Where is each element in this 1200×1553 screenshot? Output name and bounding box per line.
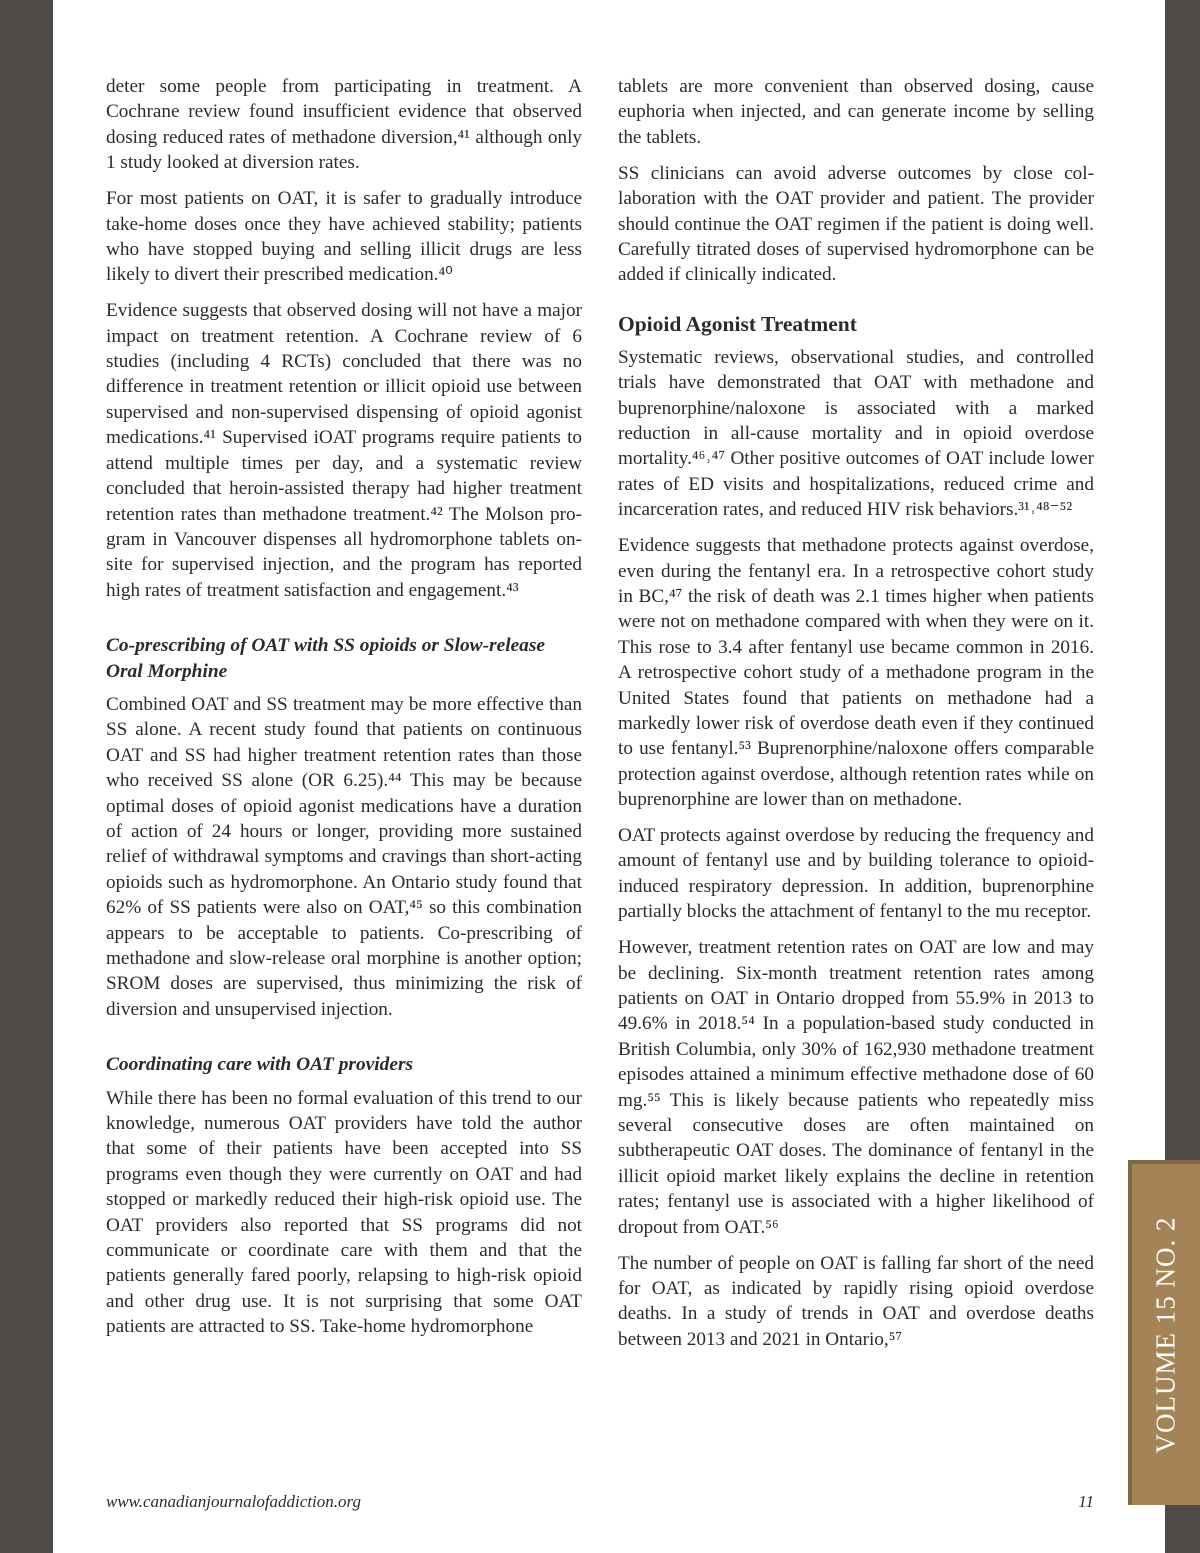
right-column	[618, 74, 1094, 1363]
volume-tab	[1128, 1160, 1200, 1505]
paragraph: Systematic reviews, observational studies, and controlled trials have demonstrated that OAT with methadone and buprenorphine/naloxone is associated with a marked reduction in all-cause mortality and in opioid overdose mortality.⁴⁶˒⁴⁷ Other positive outcomes of OAT include lower rates of ED visits and hospitalizations, reduced crime and incarceration rates, and reduced HIV risk behaviors.³¹˒⁴⁸⁻⁵²	[618, 346, 1094, 521]
page-number: 11	[1078, 1492, 1094, 1511]
paragraph: For most patients on OAT, it is safer to gradually introduce take-home doses once they have achieved stability; patients who have stopped buying and selling illicit drugs are less likely to divert their prescribed medication.⁴⁰	[106, 188, 582, 286]
paragraph: However, treatment retention rates on OAT are low and may be declining. Six-month treatment retention rates among patients on OAT in Ontario dropped from 55.9% in 2013 to 49.6% in 2018.⁵⁴ In a population-based study conducted in British Columbia, only 30% of 162,930 methadone treatment episodes attained a minimum effective methadone dose of 60 mg.⁵⁵ This is likely because patients who repeatedly miss several consecutive doses are often maintained on subtherapeutic OAT doses. The dominance of fentanyl in the illicit opioid market likely explains the decline in retention rates; fentanyl use is associated with a higher likelihood of dropout from OAT.⁵⁶	[618, 937, 1094, 1238]
paragraph: tablets are more convenient than observed dosing, cause euphoria when injected, and can generate income by selling the tablets.	[618, 76, 1094, 148]
subheading-coordinating-care: Coordinating care with OAT providers	[106, 1054, 414, 1076]
paragraph: Combined OAT and SS treatment may be more effective than SS alone. A recent study found that patients on continuous OAT and SS had higher treatment retention rates than those who received SS alone (OR 6.25).⁴⁴ This may be because optimal doses of opioid agonist medications have a duration of action of 24 hours or longer, providing more sustained relief of withdrawal symptoms and cravings than short-acting opioids such as hydromorphone. An Ontario study found that 62% of SS patients were also on OAT,⁴⁵ so this combination appears to be acceptable to patients. Co-prescribing of methadone and slow-release oral morphine is another option; SROM doses are supervised, thus minimizing the risk of diversion and unsupervised injection.	[106, 693, 582, 1020]
paragraph: deter some people from participating in treatment. A Cochrane review found insufficient evidence that observed dosing reduced rates of methadone diversion,⁴¹ although only 1 study looked at diversion rates.	[106, 76, 582, 174]
left-margin-bar	[0, 0, 53, 1553]
paragraph: While there has been no formal evaluation of this trend to our knowledge, numerous OAT providers have told the author that some of their patients have been accepted into SS programs even though they were currently on OAT and had stopped or markedly reduced their high-risk opioid use. The OAT providers also reported that SS programs did not communicate or coordinate care with them and that the patients generally fared poorly, relapsing to high-risk opioid and other drug use. It is not surprising that some OAT patients are attracted to SS. Take-home hydromorphone	[106, 1087, 582, 1338]
left-column	[106, 74, 582, 1350]
paragraph: Evidence suggests that methadone protects against overdose, even during the fentanyl era. In a retrospective cohort study in BC,⁴⁷ the risk of death was 2.1 times higher when patients were not on methadone compared with when they were on it. This rose to 3.4 after fentanyl use became common in 2016. A retrospective cohort study of a methadone program in the United States found that patients on methadone had a markedly lower risk of overdose death even if they continued to use fentanyl.⁵³ Buprenorphine/naloxone offers comparable protection against overdose, although retention rates while on buprenorphine are lower than on methadone.	[618, 535, 1094, 811]
section-heading-oat: Opioid Agonist Treatment	[618, 311, 857, 336]
paragraph: The number of people on OAT is falling far short of the need for OAT, as indicated by rapidly rising opioid overdose deaths. In a study of trends in OAT and overdose deaths between 2013 and 2021 in Ontario,⁵⁷	[618, 1252, 1094, 1350]
paragraph: Evidence suggests that observed dosing will not have a major impact on treatment retention. A Cochrane review of 6 studies (including 4 RCTs) concluded that there was no difference in treatment retention or illicit opioid use between supervised and non-supervised dispensing of opioid agonist medications.⁴¹ Supervised iOAT programs require patients to attend multiple times per day, and a systematic review concluded that heroin-assisted therapy had higher treatment retention rates than methadone treatment.⁴² The Molson program in Vancouver dispenses all hydromorphone tablets on-site for supervised injection, and the program has reported high rates of treatment satisfaction and engagement.⁴³	[106, 300, 582, 601]
volume-label: VOLUME 15 NO. 2	[1150, 1216, 1181, 1453]
subheading-co-prescribing: Co-prescribing of OAT with SS opioids or Slow-release Oral Morphine	[106, 635, 546, 682]
footer-url: www.canadianjournalofaddiction.org	[106, 1492, 362, 1511]
paragraph: SS clinicians can avoid adverse outcomes by close collaboration with the OAT provider and patient. The provider should continue the OAT regimen if the patient is doing well. Carefully titrated doses of supervised hydromorphone can be added if clinically indicated.	[618, 162, 1094, 286]
paragraph: OAT protects against overdose by reducing the frequency and amount of fentanyl use and by building tolerance to opioid-induced respiratory depression. In addition, buprenorphine partially blocks the attachment of fentanyl to the mu receptor.	[618, 825, 1094, 923]
